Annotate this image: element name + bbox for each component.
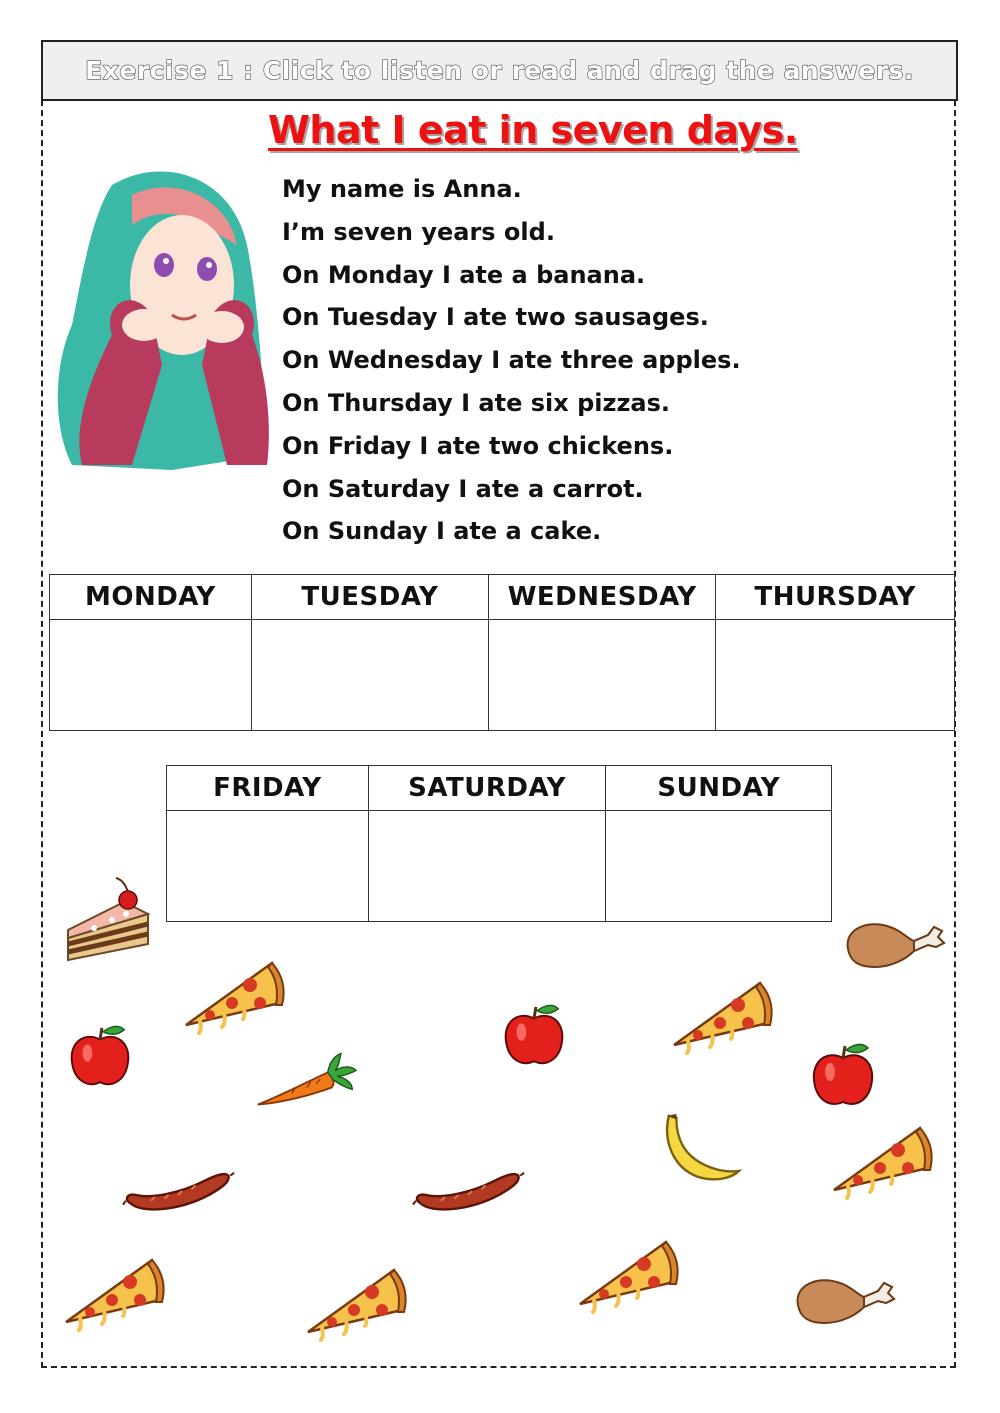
- days-table-bottom: [166, 765, 832, 922]
- story-line: On Sunday I ate a cake.: [282, 517, 602, 546]
- pizza-icon[interactable]: [180, 955, 290, 1035]
- drop-zone-saturday[interactable]: [368, 811, 606, 922]
- story-line: I’m seven years old.: [282, 217, 555, 246]
- apple-icon[interactable]: [66, 1022, 134, 1090]
- header-sunday: SUNDAY: [606, 766, 832, 811]
- chicken-leg-icon[interactable]: [788, 1268, 898, 1334]
- days-table-top: [49, 574, 955, 731]
- story-line: On Tuesday I ate two sausages.: [282, 303, 709, 332]
- page-title: What I eat in seven days.: [268, 108, 798, 152]
- carrot-icon[interactable]: [254, 1050, 358, 1110]
- pizza-icon[interactable]: [302, 1262, 412, 1342]
- banana-icon[interactable]: [658, 1112, 746, 1188]
- drop-zone-sunday[interactable]: [606, 811, 832, 922]
- story-line: On Thursday I ate six pizzas.: [282, 388, 671, 417]
- pizza-icon[interactable]: [574, 1234, 684, 1314]
- header-tuesday: TUESDAY: [251, 575, 488, 620]
- story-line: My name is Anna.: [282, 175, 522, 203]
- pizza-icon[interactable]: [828, 1120, 938, 1200]
- drop-zone-monday[interactable]: [50, 620, 252, 731]
- girl-illustration: [52, 165, 272, 475]
- header-monday: MONDAY: [50, 575, 252, 620]
- chicken-leg-icon[interactable]: [838, 912, 948, 978]
- apple-icon[interactable]: [500, 1000, 568, 1070]
- sausage-icon[interactable]: [412, 1160, 528, 1228]
- header-saturday: SATURDAY: [368, 766, 606, 811]
- story-line: On Friday I ate two chickens.: [282, 431, 674, 460]
- story-line: On Wednesday I ate three apples.: [282, 346, 741, 375]
- drop-zone-friday[interactable]: [167, 811, 369, 922]
- story-line: On Monday I ate a banana.: [282, 260, 646, 289]
- header-friday: FRIDAY: [167, 766, 369, 811]
- instruction-bar: [41, 40, 958, 101]
- sausage-icon[interactable]: [122, 1160, 238, 1228]
- story-line: On Saturday I ate a carrot.: [282, 474, 644, 503]
- drop-zone-wednesday[interactable]: [488, 620, 715, 731]
- story-text: [282, 170, 741, 555]
- cake-icon[interactable]: [64, 874, 154, 964]
- header-thursday: THURSDAY: [716, 575, 955, 620]
- drop-zone-thursday[interactable]: [716, 620, 955, 731]
- pizza-icon[interactable]: [668, 975, 778, 1055]
- instruction-text: Exercise 1 : Click to listen or read and drag the answers.: [85, 56, 914, 85]
- drop-zone-tuesday[interactable]: [251, 620, 488, 731]
- header-wednesday: WEDNESDAY: [488, 575, 715, 620]
- pizza-icon[interactable]: [60, 1252, 170, 1332]
- apple-icon[interactable]: [808, 1040, 878, 1110]
